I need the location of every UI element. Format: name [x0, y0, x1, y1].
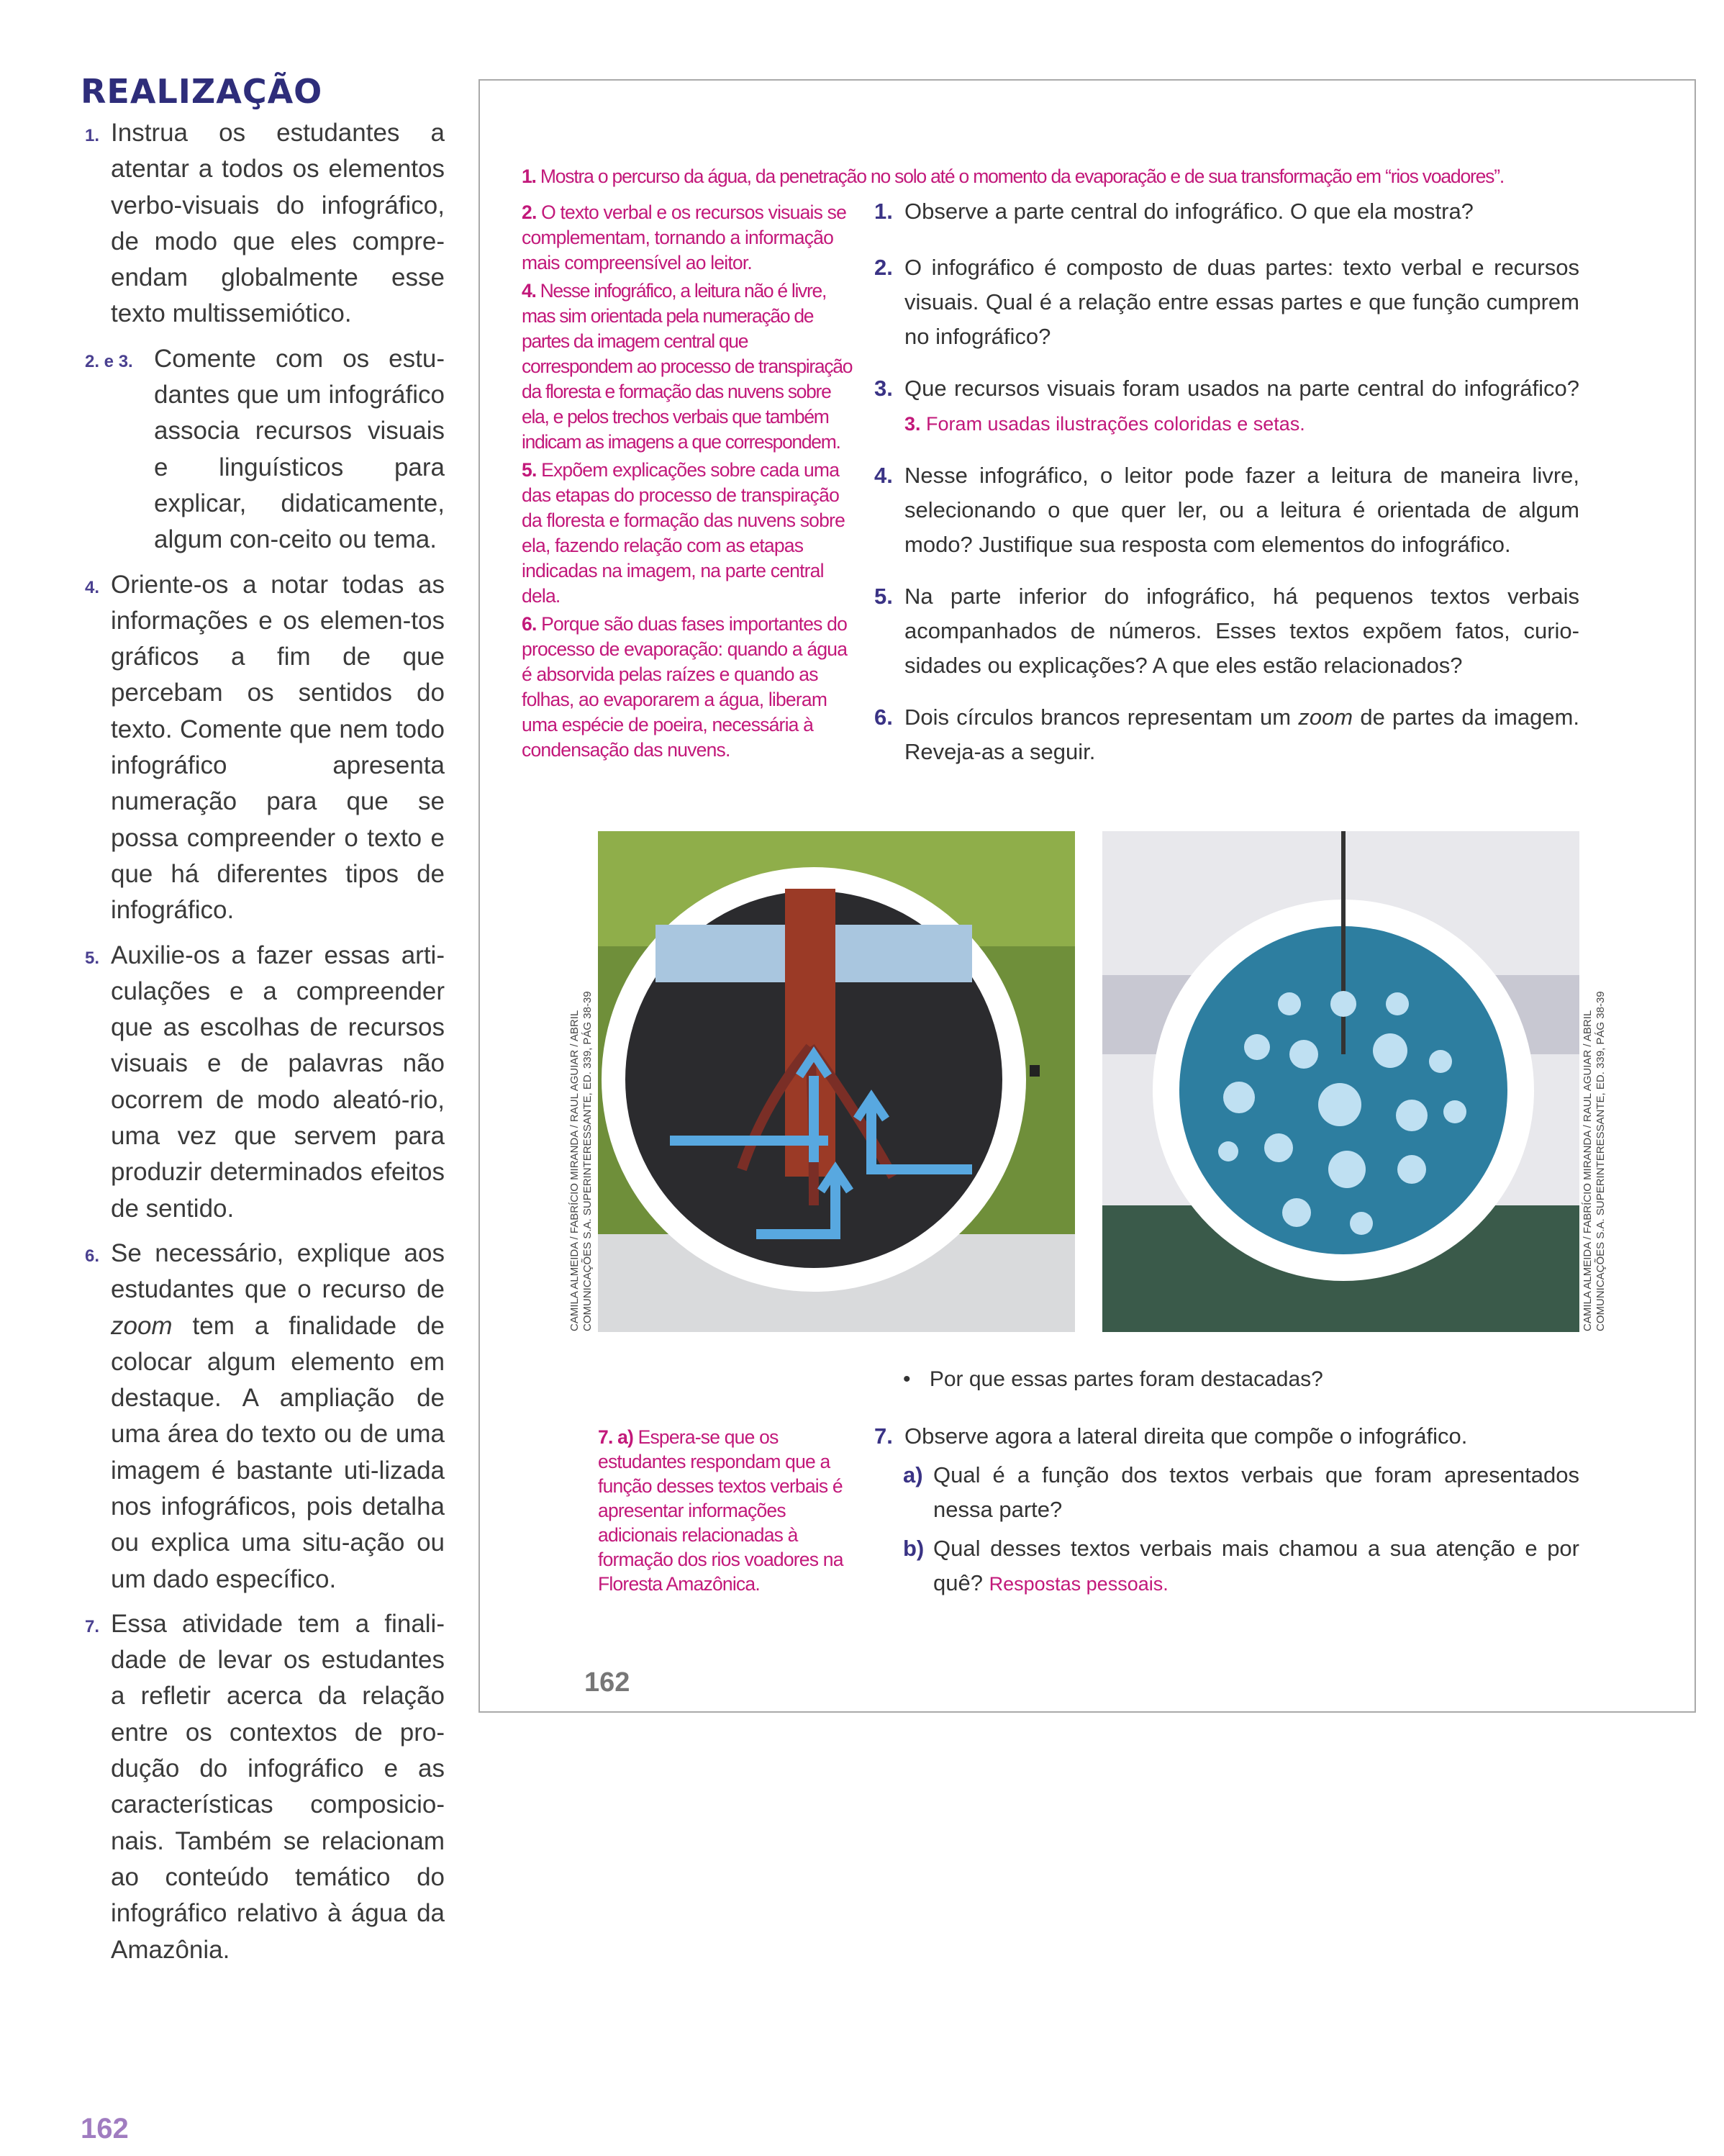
question-number: 6. [874, 705, 893, 730]
note-text [111, 1236, 445, 1598]
question-text: Observe agora a lateral direita que compõe o infográfico. [904, 1423, 1468, 1449]
question-text-part: Dois círculos brancos representam um [904, 705, 1299, 730]
question-text: Nesse infográfico, o leitor pode fazer a leitura de maneira livre, selecionando o que quer ler, ou a leitura é orientada de algum modo? Justifique sua resposta com elementos do infográfico. [904, 463, 1579, 557]
note-text: Oriente-os a notar todas as informações e os elemen-tos gráficos a fim de que percebam os sentidos do texto. Comente que nem todo infográfico apresenta numeração para que se possa compreender o texto e que há diferentes tipos de infográfico. [111, 570, 445, 925]
note-text: Comente com os estu-dantes que um infográfico associa recursos visuais e linguísticos para explicar, didaticamente, algum con-ceito ou tema. [154, 344, 445, 554]
note-item [85, 1606, 445, 1968]
note-item [85, 938, 445, 1227]
question-number: 4. [874, 463, 893, 488]
answer-number: 4. [522, 280, 536, 302]
credit-line: CAMILA ALMEIDA / FABRÍCIO MIRANDA / RAUL AGUIAR / ABRIL [568, 1010, 581, 1331]
question-4 [874, 458, 1579, 562]
note-text: Instrua os estudantes a atentar a todos os elementos verbo-visuais do infográfico, de modo que eles compre-endam globalmente esse texto multissemiótico. [111, 119, 445, 328]
image-credit-left [568, 991, 594, 1331]
answer-7b: Respostas pessoais. [989, 1573, 1169, 1595]
credit-line: COMUNICAÇÕES S.A. SUPERINTERESSANTE, ED. 339, PÁG 38-39 [1594, 991, 1607, 1331]
answer-text: O texto verbal e os recursos visuais se complementam, tornando a informação mais compreensível ao leitor. [522, 201, 847, 273]
answer-number: 3. [904, 413, 921, 435]
credit-line: CAMILA ALMEIDA / FABRÍCIO MIRANDA / RAUL AGUIAR / ABRIL [1582, 1010, 1594, 1331]
question-text [904, 700, 1579, 769]
answer-2 [522, 200, 856, 276]
question-number: 7. [874, 1423, 893, 1449]
answer-text: Expõem explicações sobre cada uma das etapas do processo de transpiração da floresta e formação das nuvens sobre ela, fazendo relação com as etapas indicadas na imagem, na parte central dela. [522, 459, 845, 607]
note-number: 7. [85, 1616, 100, 1636]
answer-number: 6. [522, 613, 537, 635]
question-number: b) [903, 1536, 925, 1561]
answer-number: 1. [522, 166, 536, 187]
roots-illustration [598, 831, 1075, 1332]
question-text [933, 1531, 1579, 1601]
question-2 [874, 250, 1579, 354]
answer-number: 2. [522, 201, 537, 223]
note-number: 6. [85, 1246, 100, 1266]
droplets-illustration [1102, 831, 1579, 1332]
teacher-notes [85, 115, 445, 1977]
answer-text: Foram usadas ilustrações coloridas e setas. [926, 413, 1305, 435]
question-7 [874, 1419, 1579, 1601]
question-text-part: de partes da imagem. Reveja-as a seguir. [904, 705, 1579, 764]
answer-text: Mostra o percurso da água, da penetração no solo até o momento da evaporação e de sua transformação em “rios voadores”. [540, 166, 1504, 187]
question-7-main [874, 1419, 1579, 1454]
answer-3 [904, 413, 1305, 435]
note-text-part: Se necessário, explique aos estudantes que o recurso de [111, 1238, 445, 1304]
note-text-emphasis: zoom [111, 1311, 173, 1340]
question-text [904, 371, 1579, 441]
note-item [85, 567, 445, 929]
question-text-part: Que recursos visuais foram usados na parte central do infográfico? [904, 376, 1579, 401]
book-page-number: 162 [584, 1667, 630, 1698]
question-7b [874, 1531, 1579, 1601]
answer-6 [522, 612, 856, 763]
question-text: Qual é a função dos textos verbais que foram apresentados nessa parte? [933, 1462, 1579, 1522]
question-number: a) [903, 1462, 923, 1487]
answer-4 [522, 278, 856, 455]
note-number: 4. [85, 577, 100, 597]
question-3 [874, 371, 1579, 441]
note-item [85, 1236, 445, 1598]
note-number: 1. [85, 126, 100, 145]
question-text: Na parte inferior do infográfico, há pequenos textos verbais acompanhados de números. Esses textos expõem fatos, curio-sidades ou explicações? A que eles estão relacionados? [904, 584, 1579, 678]
note-item [85, 115, 445, 332]
credit-line: COMUNICAÇÕES S.A. SUPERINTERESSANTE, ED. 339, PÁG 38-39 [581, 991, 594, 1331]
note-item [85, 341, 445, 558]
answer-text: Nesse infográfico, a leitura não é livre, mas sim orientada pela numeração de partes da imagem central que correspondem ao processo de transpiração da floresta e formação das nuvens sobre ela, e pelos trechos verbais que também indicam as imagens a que correspondem. [522, 280, 853, 453]
bullet-question: • Por que essas partes foram destacadas? [903, 1367, 1323, 1391]
section-heading: REALIZAÇÃO [81, 72, 323, 111]
answer-number: 5. [522, 459, 537, 481]
question-text-emphasis: zoom [1298, 705, 1353, 730]
question-6 [874, 700, 1579, 769]
note-text: Essa atividade tem a finali-dade de levar os estudantes a refletir acerca da relação entre os contextos de pro-dução do infográfico e as características composicio-nais. Também se relacionam ao conteúdo temático do infográfico relativo à água da Amazônia. [111, 1609, 445, 1964]
note-text: Auxilie-os a fazer essas arti-culações e a compreender que as escolhas de recursos visuais e de palavras não ocorrem de modo aleató-rio, uma vez que servem para produzir determinados efeitos de sentido. [111, 941, 445, 1223]
zoom-image-droplets [1102, 831, 1579, 1332]
question-number: 1. [874, 199, 893, 224]
question-1 [874, 194, 1579, 229]
bullet-text: Por que essas partes foram destacadas? [929, 1367, 1323, 1391]
note-number: 5. [85, 948, 100, 968]
answer-5 [522, 458, 856, 609]
answer-number: 7. a) [598, 1426, 634, 1448]
question-5 [874, 579, 1579, 683]
questions-list [874, 194, 1579, 787]
note-number: 2. e 3. [85, 351, 133, 371]
answer-text: Porque são duas fases importantes do processo de evaporação: quando a água é absorvida pelas raízes e quando as folhas, ao evaporarem a água, liberam uma espécie de poeira, necessária à condensação das nuvens. [522, 613, 848, 761]
question-text: Observe a parte central do infográfico. O que ela mostra? [904, 199, 1474, 224]
question-7a [874, 1458, 1579, 1527]
question-text: O infográfico é composto de duas partes: texto verbal e recursos visuais. Qual é a relação entre essas partes e que função cumprem no infográfico? [904, 255, 1579, 349]
answer-1 [522, 166, 1504, 188]
image-credit-right [1582, 991, 1607, 1331]
zoom-image-roots [598, 831, 1075, 1332]
question-text-part: Qual desses textos verbais mais chamou a sua atenção e por quê? [933, 1536, 1579, 1595]
answer-text: Espera-se que os estudantes respondam que a função desses textos verbais é apresentar informações adicionais relacionadas à formação dos rios voadores na Floresta Amazônica. [598, 1426, 843, 1595]
question-number: 3. [874, 376, 893, 401]
page-number: 162 [81, 2113, 129, 2144]
note-text-part: tem a finalidade de colocar algum elemento em destaque. A ampliação de uma área do texto ou de uma imagem é bastante uti-lizada nos infográficos, pois detalha ou explica uma situ-ação ou um dado específico. [111, 1311, 445, 1593]
answers-column [522, 200, 856, 766]
question-number: 2. [874, 255, 893, 280]
answer-7a [598, 1425, 864, 1596]
question-number: 5. [874, 584, 893, 609]
